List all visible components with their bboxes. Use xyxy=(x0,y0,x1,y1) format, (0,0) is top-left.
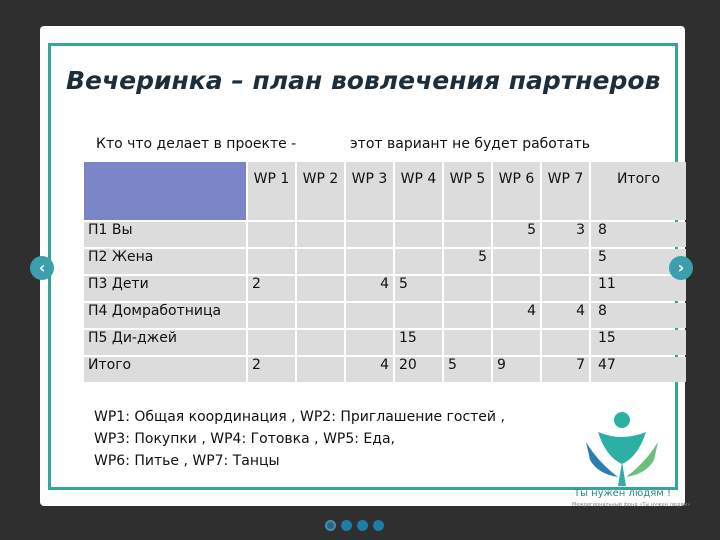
table-cell xyxy=(346,303,393,328)
table-row xyxy=(84,303,686,328)
table-cell xyxy=(493,330,540,355)
table-cell: 5 xyxy=(444,249,491,274)
table-cell xyxy=(346,249,393,274)
table-cell: 47 xyxy=(591,357,686,382)
row-label: П1 Вы xyxy=(84,222,246,247)
table-row xyxy=(84,357,686,382)
table-cell: 15 xyxy=(591,330,686,355)
legend-line: WP1: Общая координация , WP2: Приглашение гостей , xyxy=(94,409,505,425)
slide-pagination xyxy=(325,516,389,535)
table-cell: 8 xyxy=(591,303,686,328)
legend-line: WP6: Питье , WP7: Танцы xyxy=(94,453,280,469)
column-header: Итого xyxy=(591,162,686,220)
table-cell xyxy=(395,249,442,274)
table-cell: 5 xyxy=(444,357,491,382)
pagination-dot[interactable] xyxy=(325,520,336,531)
table-cell xyxy=(395,303,442,328)
table-cell: 9 xyxy=(493,357,540,382)
column-header: WP 1 xyxy=(248,162,295,220)
table-row xyxy=(84,276,686,301)
table-cell xyxy=(444,303,491,328)
column-header: WP 5 xyxy=(444,162,491,220)
table-cell xyxy=(248,330,295,355)
table-cell xyxy=(542,249,589,274)
table-cell: 2 xyxy=(248,276,295,301)
table-cell: 4 xyxy=(493,303,540,328)
prev-slide-button[interactable] xyxy=(30,256,54,280)
table-cell: 7 xyxy=(542,357,589,382)
table-cell xyxy=(346,330,393,355)
pagination-dot[interactable] xyxy=(357,520,368,531)
table-cell: 11 xyxy=(591,276,686,301)
logo-text: Ты нужен людям ! xyxy=(574,488,671,499)
table-cell xyxy=(297,249,344,274)
logo-icon xyxy=(568,402,678,502)
table-cell: 4 xyxy=(542,303,589,328)
table-cell xyxy=(297,330,344,355)
column-header: WP 4 xyxy=(395,162,442,220)
table-cell xyxy=(542,330,589,355)
table-cell xyxy=(297,222,344,247)
table-row xyxy=(84,249,686,274)
table-cell: 5 xyxy=(493,222,540,247)
table-cell: 20 xyxy=(395,357,442,382)
table-cell: 2 xyxy=(248,357,295,382)
pagination-dot[interactable] xyxy=(373,520,384,531)
chevron-left-icon: ‹ xyxy=(38,258,46,277)
row-label: П2 Жена xyxy=(84,249,246,274)
table-cell xyxy=(248,222,295,247)
table-cell xyxy=(346,222,393,247)
partner-table-body xyxy=(84,162,686,382)
legend-line: WP3: Покупки , WP4: Готовка , WP5: Еда, xyxy=(94,431,395,447)
table-cell xyxy=(297,303,344,328)
table-cell xyxy=(444,276,491,301)
subtitle-left: Кто что делает в проекте - xyxy=(96,136,297,152)
table-cell xyxy=(493,276,540,301)
table-header-row xyxy=(84,162,686,220)
column-header: WP 3 xyxy=(346,162,393,220)
column-header: WP 6 xyxy=(493,162,540,220)
table-cell xyxy=(248,303,295,328)
row-label: П5 Ди-джей xyxy=(84,330,246,355)
table-cell: 5 xyxy=(591,249,686,274)
table-cell: 15 xyxy=(395,330,442,355)
table-cell: 4 xyxy=(346,276,393,301)
column-header: WP 7 xyxy=(542,162,589,220)
pagination-dot[interactable] xyxy=(341,520,352,531)
column-header: WP 2 xyxy=(297,162,344,220)
row-label: П4 Домработница xyxy=(84,303,246,328)
table-cell xyxy=(297,276,344,301)
table-row xyxy=(84,330,686,355)
partner-table xyxy=(82,160,688,384)
row-label: Итого xyxy=(84,357,246,382)
table-cell: 5 xyxy=(395,276,442,301)
next-slide-button[interactable] xyxy=(669,256,693,280)
table-cell xyxy=(395,222,442,247)
legend xyxy=(94,406,505,472)
table-cell: 4 xyxy=(346,357,393,382)
logo-subtext: Межрегиональный фонд «Ты нужен людям» xyxy=(572,502,691,508)
header-corner-cell xyxy=(84,162,246,220)
table-cell: 8 xyxy=(591,222,686,247)
row-label: П3 Дети xyxy=(84,276,246,301)
table-cell xyxy=(444,330,491,355)
table-cell xyxy=(444,222,491,247)
table-cell xyxy=(493,249,540,274)
subtitle-right: этот вариант не будет работать xyxy=(350,136,591,152)
table-row xyxy=(84,222,686,247)
slide-title: Вечеринка – план вовлечения партнеров xyxy=(66,66,661,95)
table-cell xyxy=(248,249,295,274)
table-cell xyxy=(542,276,589,301)
table-cell: 3 xyxy=(542,222,589,247)
chevron-right-icon: › xyxy=(677,258,685,277)
table-cell xyxy=(297,357,344,382)
